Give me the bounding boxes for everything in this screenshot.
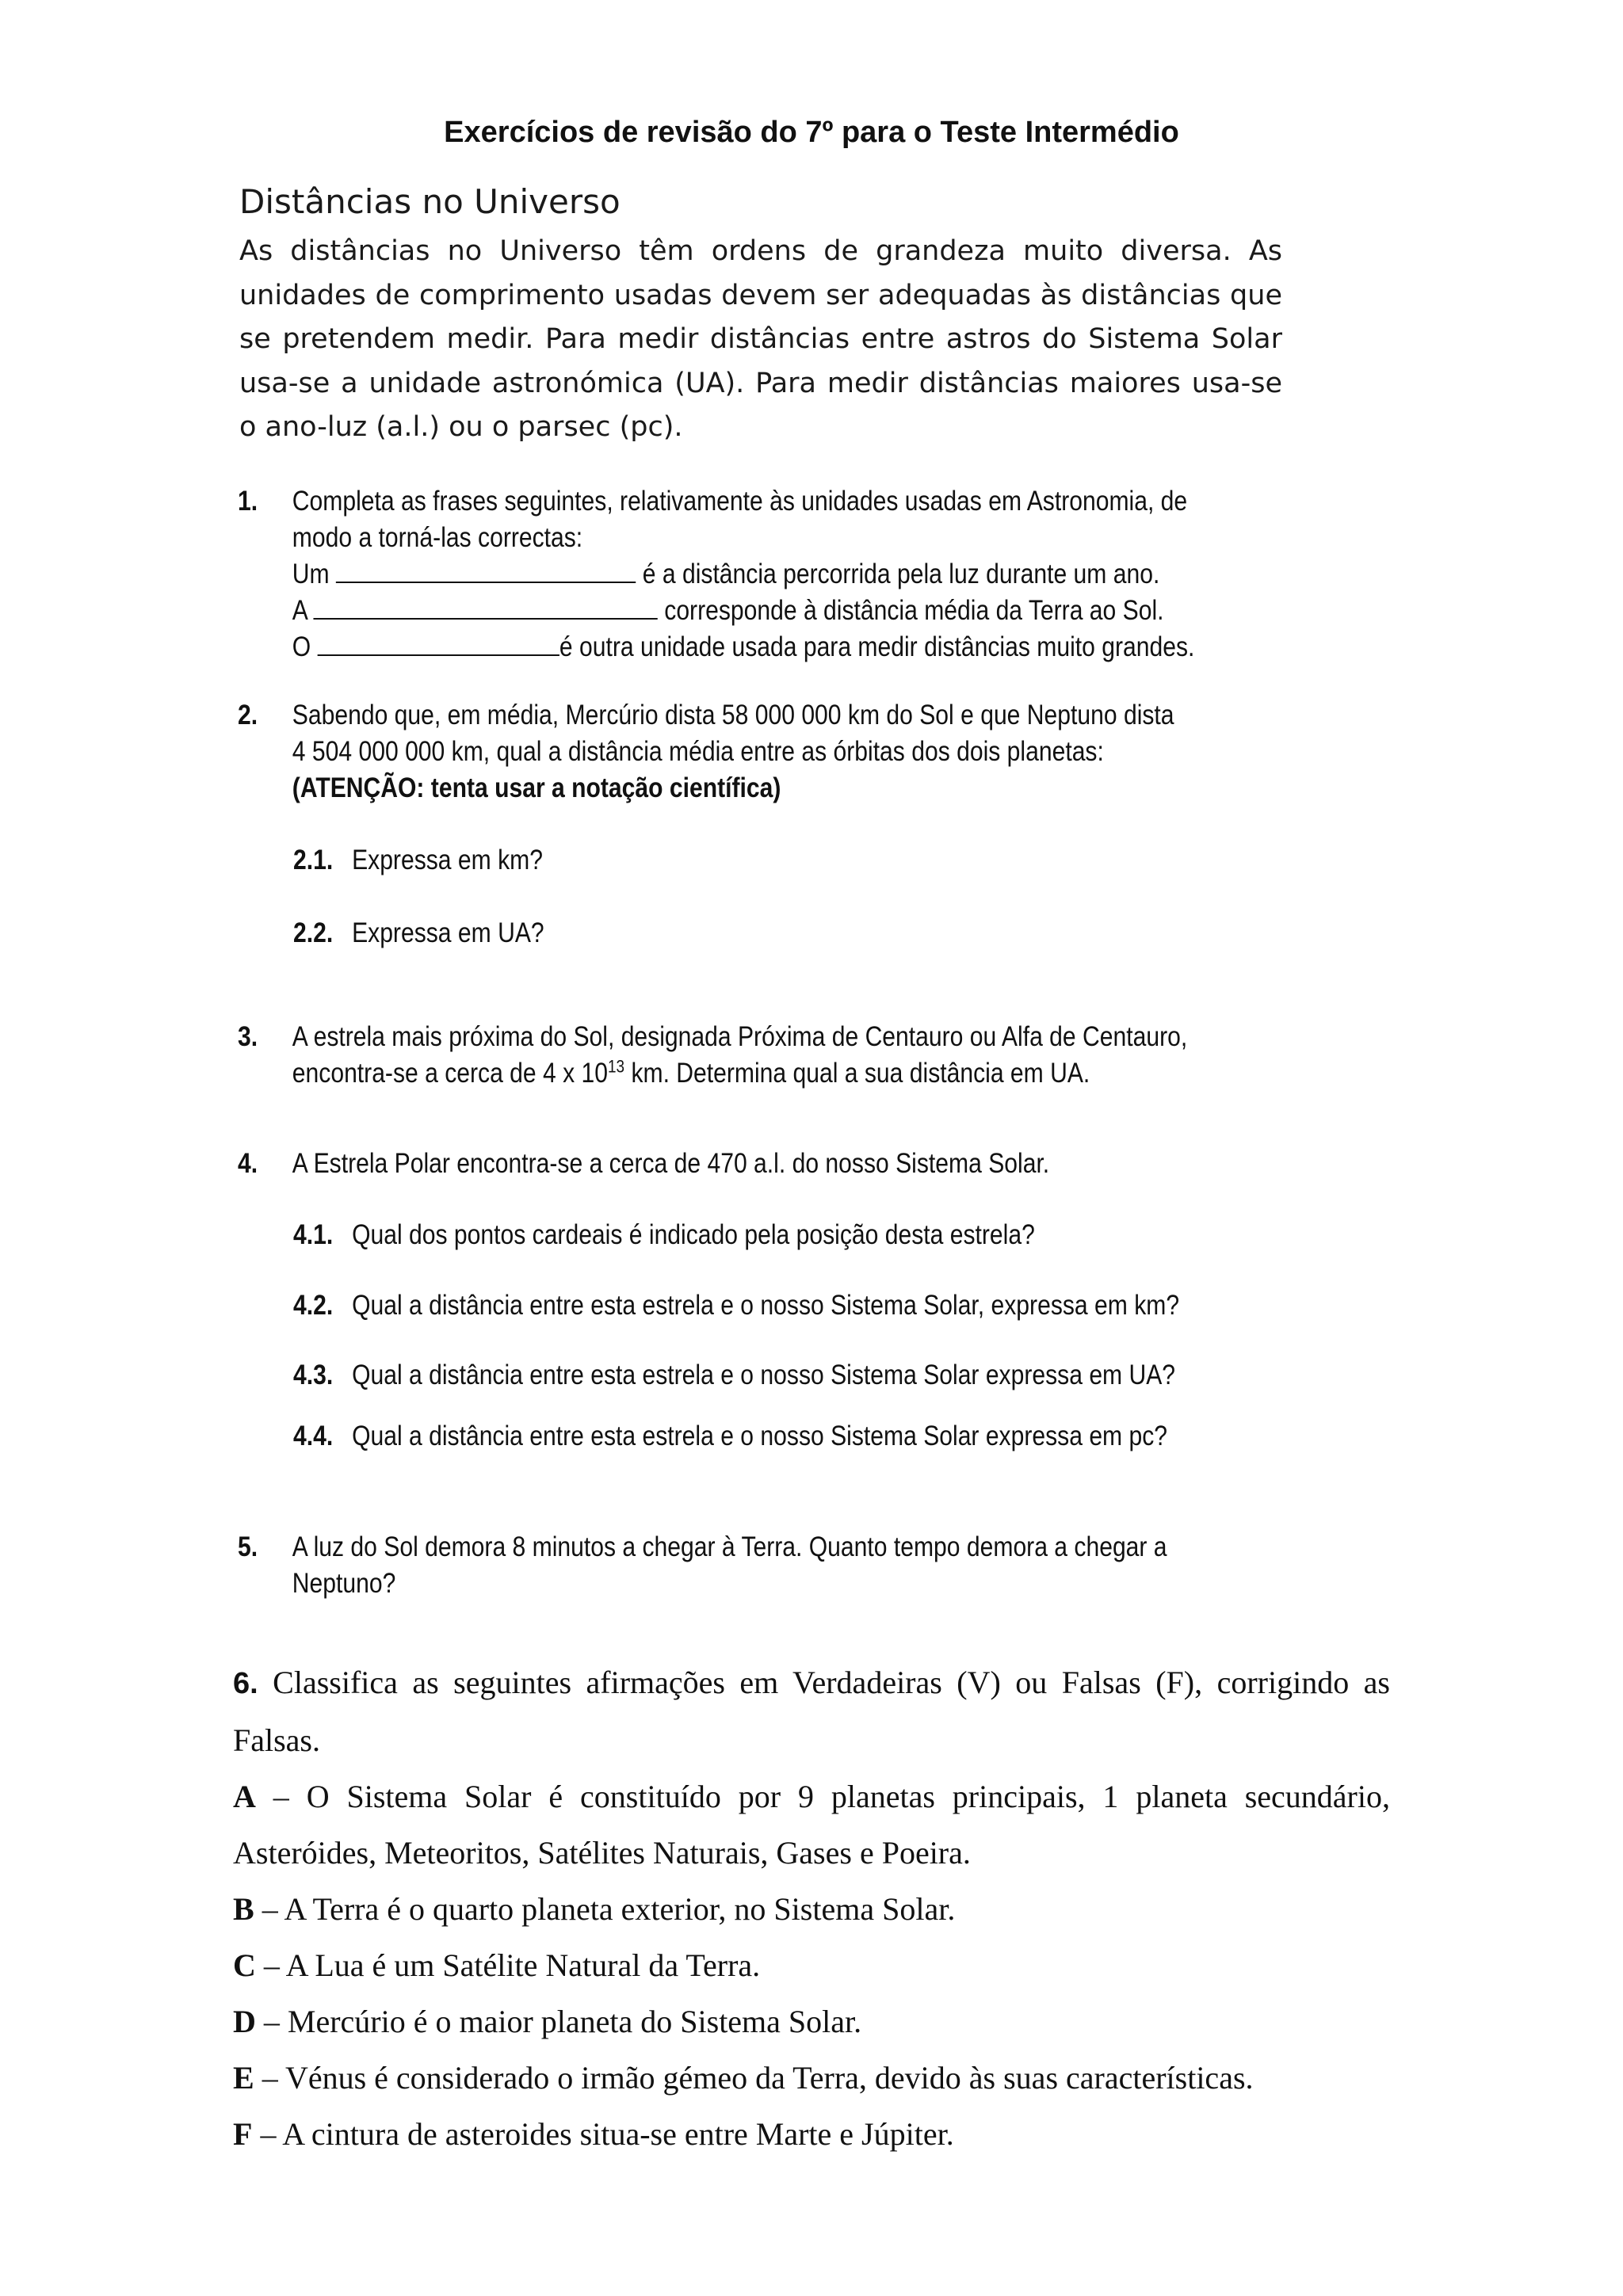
answer-blank[interactable] — [314, 594, 658, 620]
page-title: Exercícios de revisão do 7º para o Teste Intermédio — [444, 116, 1179, 149]
question-text: A estrela mais próxima do Sol, designada Próxima de Centauro ou Alfa de Centauro, — [292, 1021, 1188, 1052]
line-prefix: O — [292, 631, 311, 662]
statement-letter: E — [233, 2060, 254, 2096]
text-part: encontra-se a cerca de 4 x 10 — [292, 1058, 609, 1089]
sub-question-text: Qual dos pontos cardeais é indicado pela posição desta estrela? — [352, 1219, 1035, 1250]
question-6-statement — [233, 1654, 1390, 1768]
statement-letter: C — [233, 1947, 256, 1983]
sub-question-number: 2.1. — [293, 845, 334, 875]
question-text: Completa as frases seguintes, relativamente às unidades usadas em Astronomia, de — [292, 486, 1188, 517]
question-2-1 — [293, 842, 543, 879]
line-suffix: corresponde à distância média da Terra ao Sol. — [664, 595, 1164, 626]
question-text: modo a torná-las correctas: — [292, 522, 583, 553]
question-text: A luz do Sol demora 8 minutos a chegar à Terra. Quanto tempo demora a chegar a — [292, 1531, 1167, 1562]
question-5 — [238, 1529, 1260, 1602]
statement-text: – A Lua é um Satélite Natural da Terra. — [255, 1947, 761, 1983]
statement-f — [233, 2106, 1390, 2162]
question-number: 6. — [233, 1667, 258, 1700]
attention-note: (ATENÇÃO: tenta usar a notação científica) — [292, 772, 781, 803]
statement-c — [233, 1937, 1390, 1993]
sub-question-number: 2.2. — [293, 917, 334, 948]
sub-question-text: Qual a distância entre esta estrela e o nosso Sistema Solar expressa em UA? — [352, 1360, 1176, 1390]
statement-text: – Vénus é considerado o irmão gémeo da Terra, devido às suas características. — [254, 2060, 1254, 2096]
answer-blank[interactable] — [336, 558, 636, 583]
question-number: 4. — [238, 1148, 258, 1179]
statement-a — [233, 1768, 1390, 1881]
question-4-1 — [293, 1217, 1035, 1253]
statement-b — [233, 1881, 1390, 1937]
question-text: Sabendo que, em média, Mercúrio dista 58 000 000 km do Sol e que Neptuno dista — [292, 700, 1174, 730]
section-intro: As distâncias no Universo têm ordens de grandeza muito diversa. As unidades de comprimento usadas devem ser adequadas às distâncias que se pretendem medir. Para medir distâncias entre astros do Sistema Solar usa-se a unidade astronómica (UA). Para medir distâncias maiores usa-se o ano-luz (a.l.) ou o parsec (pc). — [239, 235, 1282, 443]
question-number: 5. — [238, 1531, 258, 1562]
sub-question-text: Qual a distância entre esta estrela e o nosso Sistema Solar, expressa em km? — [352, 1290, 1180, 1321]
statement-letter: D — [233, 2004, 256, 2039]
text-part: km. Determina qual a sua distância em UA. — [624, 1058, 1090, 1089]
question-text: 4 504 000 000 km, qual a distância média entre as órbitas dos dois planetas: — [292, 736, 1104, 767]
question-1 — [238, 483, 1260, 666]
sub-question-number: 4.3. — [293, 1360, 334, 1390]
sub-question-text: Qual a distância entre esta estrela e o nosso Sistema Solar expressa em pc? — [352, 1421, 1168, 1451]
question-4-2 — [293, 1287, 1179, 1324]
statement-text: – O Sistema Solar é constituído por 9 planetas principais, 1 planeta secundário, Asteróides, Meteoritos, Satélites Naturais, Gases e Poeira. — [233, 1779, 1390, 1871]
fill-line-b — [292, 593, 1260, 629]
fill-line-c — [292, 629, 1260, 666]
section-title: Distâncias no Universo — [239, 182, 621, 221]
question-number: 3. — [238, 1021, 258, 1052]
question-number: 2. — [238, 700, 258, 730]
sub-question-number: 4.2. — [293, 1290, 334, 1321]
question-number: 1. — [238, 486, 258, 517]
question-2 — [238, 697, 1260, 807]
line-prefix: Um — [292, 559, 330, 589]
line-prefix: A — [292, 595, 307, 626]
sub-question-text: Expressa em km? — [352, 845, 543, 875]
fill-line-a — [292, 556, 1260, 593]
exponent: 13 — [608, 1056, 625, 1077]
question-text: Neptuno? — [292, 1568, 396, 1599]
question-4 — [238, 1146, 1260, 1182]
statement-letter: A — [233, 1779, 256, 1814]
statement-text: – A Terra é o quarto planeta exterior, no Sistema Solar. — [254, 1891, 956, 1927]
statement-letter: B — [233, 1891, 254, 1927]
question-4-4 — [293, 1418, 1167, 1455]
statement-text: – A cintura de asteroides situa-se entre Marte e Júpiter. — [252, 2116, 954, 2152]
question-text: A Estrela Polar encontra-se a cerca de 470 a.l. do nosso Sistema Solar. — [292, 1148, 1050, 1179]
question-3 — [238, 1019, 1260, 1092]
line-suffix: é a distância percorrida pela luz durante um ano. — [642, 559, 1160, 589]
sub-question-text: Expressa em UA? — [352, 917, 544, 948]
sub-question-number: 4.1. — [293, 1219, 334, 1250]
answer-blank[interactable] — [318, 631, 559, 656]
question-4-3 — [293, 1357, 1175, 1394]
question-2-2 — [293, 915, 544, 952]
line-suffix: é outra unidade usada para medir distâncias muito grandes. — [559, 631, 1195, 662]
question-text: Classifica as seguintes afirmações em Verdadeiras (V) ou Falsas (F), corrigindo as Falsas. — [233, 1665, 1390, 1758]
statement-letter: F — [233, 2116, 253, 2152]
statement-d — [233, 1993, 1390, 2050]
statement-text: – Mercúrio é o maior planeta do Sistema Solar. — [255, 2004, 862, 2039]
question-text — [292, 1055, 1260, 1092]
sub-question-number: 4.4. — [293, 1421, 334, 1451]
question-6 — [233, 1654, 1390, 2162]
statement-e — [233, 2050, 1390, 2106]
